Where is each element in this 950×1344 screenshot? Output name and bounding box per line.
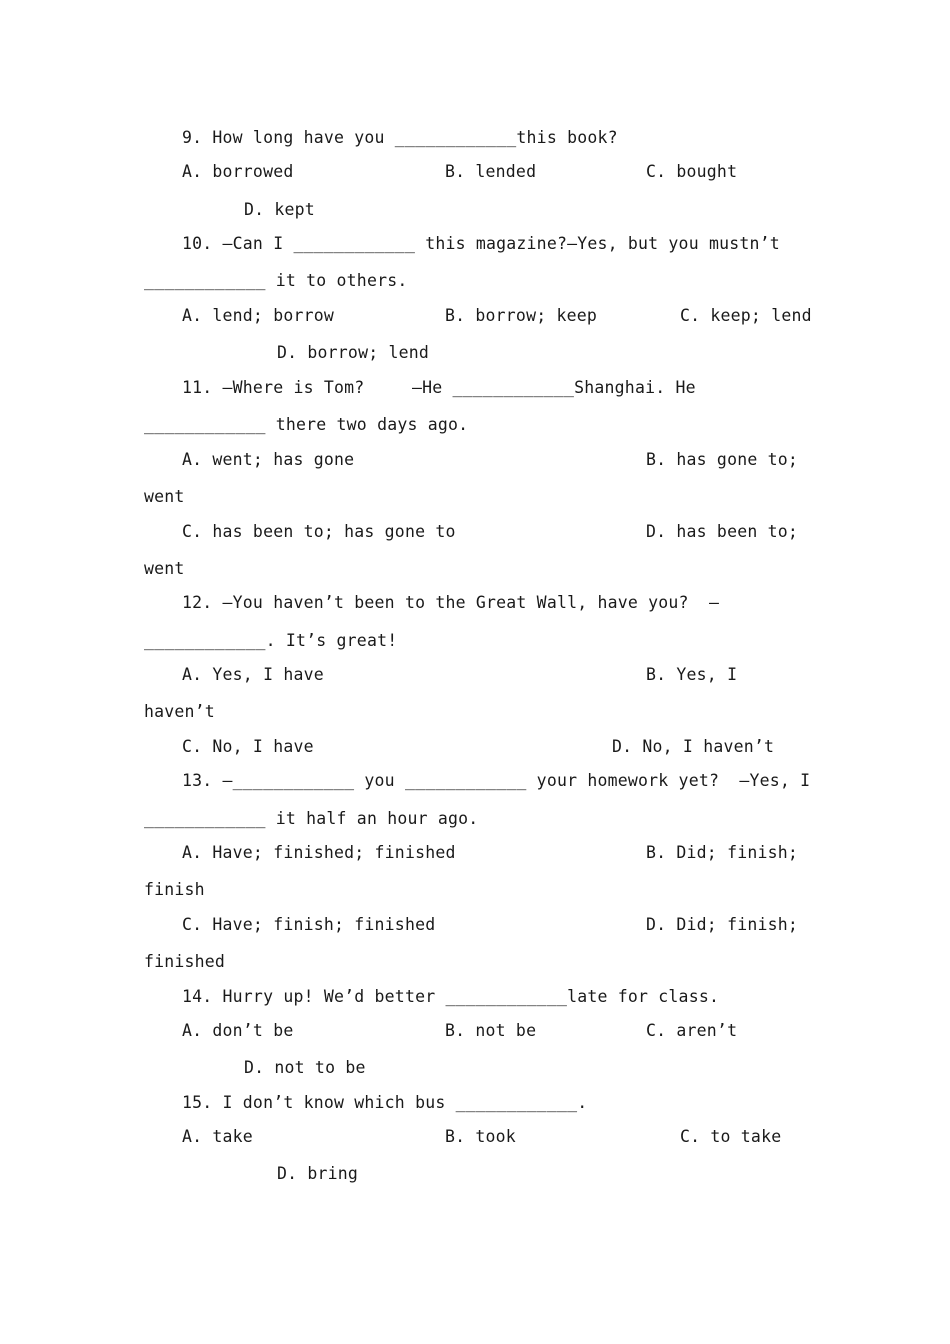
- q14-option-a: A. don’t be: [182, 1021, 294, 1040]
- q12-option-a: A. Yes, I have: [182, 665, 324, 684]
- q10-option-c: C. keep; lend: [680, 306, 812, 325]
- q13-stem: 13. —____________ you ____________ your homework yet? —Yes, I: [182, 771, 811, 790]
- q13-option-b: B. Did; finish;: [646, 843, 799, 862]
- q11-option-c: C. has been to; has gone to: [182, 522, 456, 541]
- q14-option-b: B. not be: [445, 1021, 537, 1040]
- q14-option-c: C. aren’t: [646, 1021, 738, 1040]
- q9-option-b: B. lended: [445, 162, 537, 181]
- q13-stem-cont: ____________ it half an hour ago.: [144, 809, 479, 828]
- q11-option-d-cont: went: [144, 559, 185, 578]
- q12-option-c: C. No, I have: [182, 737, 314, 756]
- q9-option-d: D. kept: [244, 200, 315, 219]
- q15-option-d: D. bring: [277, 1164, 359, 1183]
- q12-option-b: B. Yes, I: [646, 665, 738, 684]
- q10-stem: 10. —Can I ____________ this magazine?—Yes, but you mustn’t: [182, 234, 780, 253]
- q15-stem: 15. I don’t know which bus ____________.: [182, 1093, 588, 1112]
- q15-option-c: C. to take: [680, 1127, 782, 1146]
- q13-option-b-cont: finish: [144, 880, 205, 899]
- q13-option-a: A. Have; finished; finished: [182, 843, 456, 862]
- q11-option-a: A. went; has gone: [182, 450, 355, 469]
- q9-option-c: C. bought: [646, 162, 738, 181]
- q12-stem-cont: ____________. It’s great!: [144, 631, 398, 650]
- q9-option-a: A. borrowed: [182, 162, 294, 181]
- q11-stem-cont: ____________ there two days ago.: [144, 415, 469, 434]
- q9-stem: 9. How long have you ____________this book?: [182, 128, 618, 147]
- q11-option-b-cont: went: [144, 487, 185, 506]
- q13-option-d-cont: finished: [144, 952, 226, 971]
- q13-option-d: D. Did; finish;: [646, 915, 799, 934]
- q11-option-d: D. has been to;: [646, 522, 799, 541]
- q15-option-b: B. took: [445, 1127, 516, 1146]
- q13-option-c: C. Have; finish; finished: [182, 915, 436, 934]
- q14-stem: 14. Hurry up! We’d better ____________late for class.: [182, 987, 720, 1006]
- q11-stem: 11. —Where is Tom?: [182, 378, 365, 397]
- q10-option-d: D. borrow; lend: [277, 343, 430, 362]
- q14-option-d: D. not to be: [244, 1058, 366, 1077]
- q10-stem-cont: ____________ it to others.: [144, 271, 408, 290]
- q10-option-a: A. lend; borrow: [182, 306, 335, 325]
- q11-option-b: B. has gone to;: [646, 450, 799, 469]
- q10-option-b: B. borrow; keep: [445, 306, 598, 325]
- q12-stem: 12. —You haven’t been to the Great Wall, have you? —: [182, 593, 720, 612]
- q12-option-d: D. No, I haven’t: [612, 737, 775, 756]
- q11-stem-reply: —He ____________Shanghai. He: [412, 378, 696, 397]
- q12-option-b-cont: haven’t: [144, 702, 215, 721]
- q15-option-a: A. take: [182, 1127, 253, 1146]
